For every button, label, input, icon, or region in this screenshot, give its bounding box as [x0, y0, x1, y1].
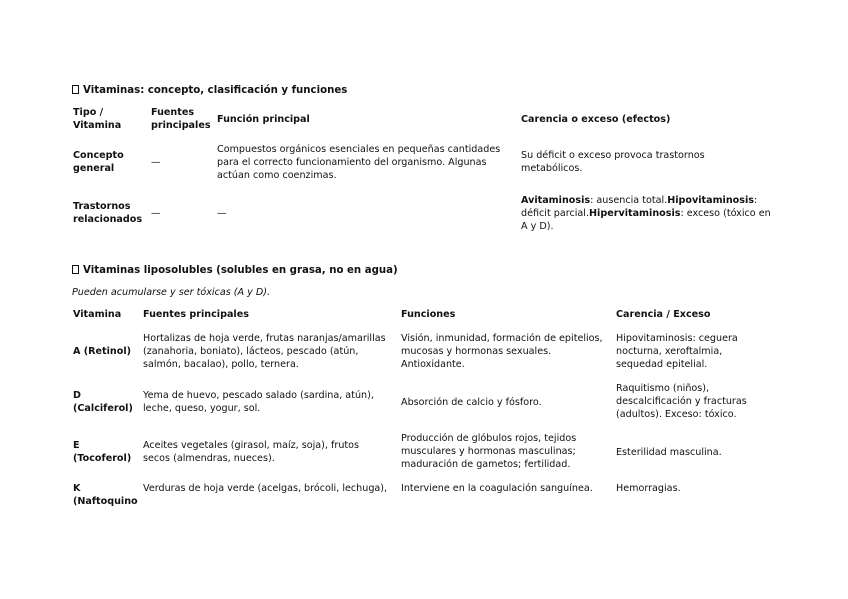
vitamin-fuentes: Verduras de hoja verde (acelgas, brócoli, lechuga), [143, 483, 388, 494]
section2-title: Vitaminas liposolubles (solubles en grasa, no en agua) [72, 265, 398, 276]
section2-note: Pueden acumularse y ser tóxicas (A y D). [72, 287, 271, 298]
header-funcion: Función principal [217, 114, 310, 125]
row-tipo: Trastornos relacionados [73, 201, 143, 225]
vitamin-fuentes: Yema de huevo, pescado salado (sardina, atún), leche, queso, yogur, sol. [143, 390, 374, 414]
term-hipervitaminosis: Hipervitaminosis [589, 207, 681, 219]
row-funcion: — [217, 208, 227, 219]
header-vitamina: Vitamina [73, 309, 122, 320]
row-efectos: Su déficit o exceso provoca trastornos metabólicos. [521, 150, 705, 174]
vitamin-funciones: Visión, inmunidad, formación de epitelios, mucosas y hormonas sexuales. Antioxidante. [401, 333, 603, 370]
vitamin-name: A (Retinol) [73, 346, 132, 357]
vitamin-carencia: Esterilidad masculina. [616, 447, 722, 458]
section1-title: Vitaminas: concepto, clasificación y funciones [72, 85, 347, 96]
vitamin-name: D (Calciferol) [73, 390, 133, 414]
vitamin-fuentes: Aceites vegetales (girasol, maíz, soja), frutos secos (almendras, nueces). [143, 440, 360, 464]
vitamin-carencia: Hipovitaminosis: ceguera nocturna, xeroftalmia, sequedad epitelial. [616, 333, 738, 370]
row-fuentes: — [151, 157, 161, 168]
vitamin-funciones: Producción de glóbulos rojos, tejidos musculares y hormonas masculinas; maduración de gametos; fertilidad. [401, 433, 577, 470]
row-fuentes: — [151, 208, 161, 219]
header-funciones: Funciones [401, 309, 456, 320]
header-carencia: Carencia / Exceso [616, 309, 711, 320]
vitamin-funciones: Interviene en la coagulación sanguínea. [401, 483, 593, 494]
box-icon [72, 265, 79, 274]
vitamin-name: K (Naftoquino [73, 483, 138, 507]
header-fuentes: Fuentes principales [143, 309, 249, 320]
vitamin-fuentes: Hortalizas de hoja verde, frutas naranjas/amarillas (zanahoria, boniato), lácteos, pescado (atún, salmón, bacalao), pollo, ternera. [143, 333, 386, 370]
vitamin-name: E (Tocoferol) [73, 440, 132, 464]
box-icon [72, 85, 79, 94]
term-avitaminosis: Avitaminosis [521, 195, 591, 206]
header-tipo: Tipo / Vitamina [73, 107, 122, 131]
header-efectos: Carencia o exceso (efectos) [521, 114, 671, 125]
vitamin-funciones: Absorción de calcio y fósforo. [401, 397, 542, 408]
row-funcion: Compuestos orgánicos esenciales en pequeñas cantidades para el correcto funcionamiento del organismo. Algunas actúan como coenzimas. [217, 144, 501, 181]
header-fuentes: Fuentes principales [151, 107, 211, 131]
term-hipovitaminosis: Hipovitaminosis [667, 195, 754, 206]
row-tipo: Concepto general [73, 150, 124, 174]
row-efectos: Avitaminosis: ausencia total.Hipovitaminosis: déficit parcial.Hipervitaminosis: exceso (tóxico en A y D). [521, 195, 771, 232]
vitamin-carencia: Hemorragias. [616, 483, 681, 494]
vitamin-carencia: Raquitismo (niños), descalcificación y fracturas (adultos). Exceso: tóxico. [616, 383, 747, 420]
